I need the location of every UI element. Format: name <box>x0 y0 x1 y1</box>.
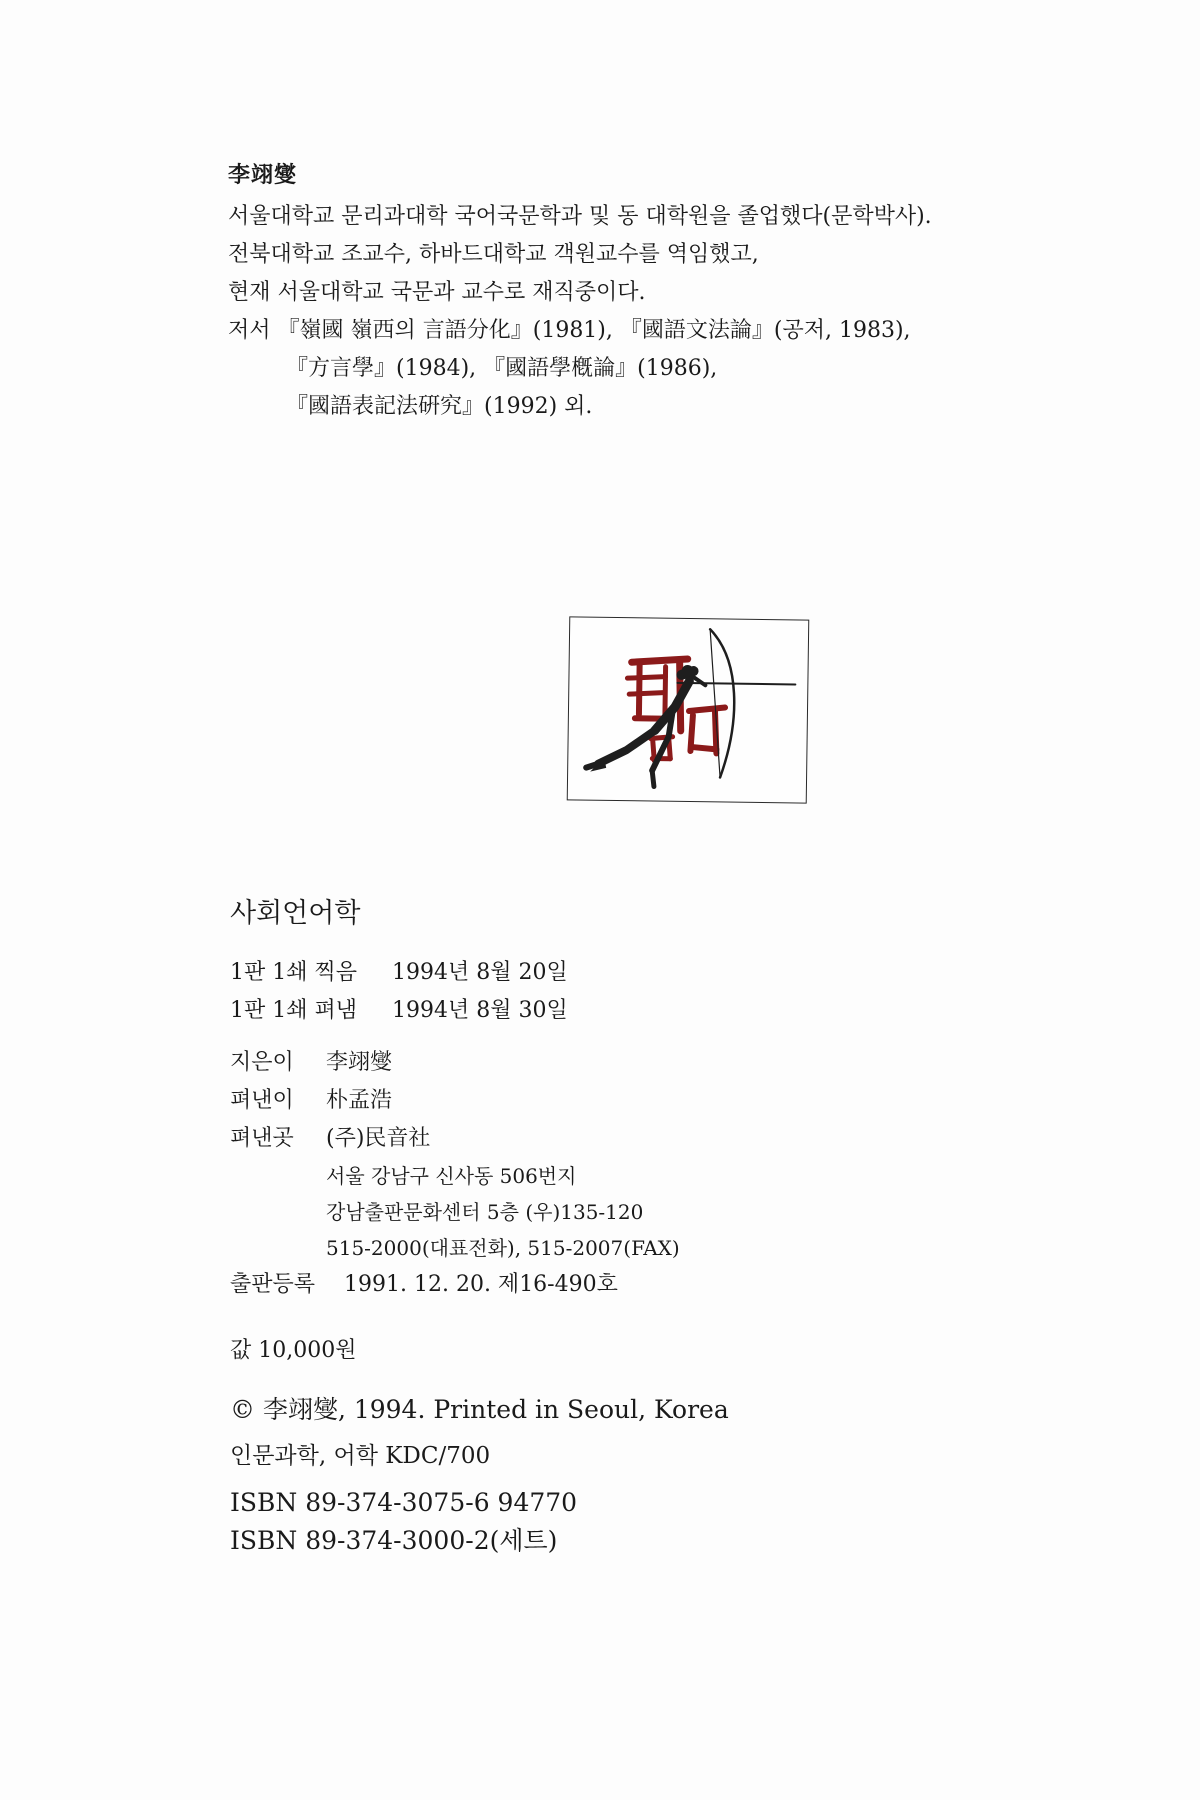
publisher-value: (주)民音社 <box>326 1126 431 1151</box>
author-label: 지은이 <box>230 1050 294 1075</box>
author-bio <box>228 160 1108 426</box>
publisher-person-label: 펴낸이 <box>230 1088 294 1113</box>
registration-value: 1991. 12. 20. 제16-490호 <box>344 1272 618 1297</box>
classification: 인문과학, 어학 KDC/700 <box>230 1443 491 1469</box>
author-value: 李翊燮 <box>326 1050 393 1075</box>
publisher-row <box>230 1120 1050 1158</box>
publisher-label: 펴낸곳 <box>230 1126 294 1151</box>
author-name: 李翊燮 <box>228 162 298 188</box>
isbn-line: ISBN 89-374-3075-6 94770 <box>230 1488 578 1517</box>
price: 값 10,000원 <box>230 1338 357 1363</box>
book-title: 사회언어학 <box>230 898 361 929</box>
archer-seal-emblem-icon <box>567 616 810 803</box>
phone-line: 515-2000(대표전화), 515-2007(FAX) <box>326 1236 680 1260</box>
address-line: 강남출판문화센터 5층 (우)135-120 <box>326 1200 644 1224</box>
copyright-notice: © 李翊燮, 1994. Printed in Seoul, Korea <box>230 1395 729 1424</box>
edition-row-published <box>230 992 1050 1030</box>
bio-line-works-2: 『方言學』(1984), 『國語學槪論』(1986), <box>286 356 718 381</box>
bio-line-works-3: 『國語表記法硏究』(1992) 외. <box>286 394 593 419</box>
isbn-block <box>230 1484 1050 1560</box>
edition-label: 1판 1쇄 펴냄 <box>230 998 357 1023</box>
edition-label: 1판 1쇄 찍음 <box>230 960 357 985</box>
bio-line-education: 서울대학교 문리과대학 국어국문학과 및 동 대학원을 졸업했다(문학박사). <box>228 204 932 229</box>
edition-date: 1994년 8월 20일 <box>392 960 568 985</box>
address-line: 서울 강남구 신사동 506번지 <box>326 1164 577 1188</box>
bio-line-current: 현재 서울대학교 국문과 교수로 재직중이다. <box>228 280 646 305</box>
registration-row <box>230 1266 1050 1304</box>
author-row <box>230 1044 1050 1082</box>
publisher-person-row <box>230 1082 1050 1120</box>
edition-row-printed <box>230 954 1050 992</box>
bio-line-works: 저서 『嶺國 嶺西의 言語分化』(1981), 『國語文法論』(공저, 1983), <box>228 318 911 343</box>
publisher-person-value: 朴孟浩 <box>326 1088 393 1113</box>
publication-info <box>230 1044 1050 1304</box>
edition-date: 1994년 8월 30일 <box>392 998 568 1023</box>
colophon <box>230 896 1050 1560</box>
registration-label: 출판등록 <box>230 1272 316 1297</box>
bio-line-career: 전북대학교 조교수, 하바드대학교 객원교수를 역임했고, <box>228 242 759 267</box>
isbn-line-set: ISBN 89-374-3000-2(세트) <box>230 1526 558 1555</box>
